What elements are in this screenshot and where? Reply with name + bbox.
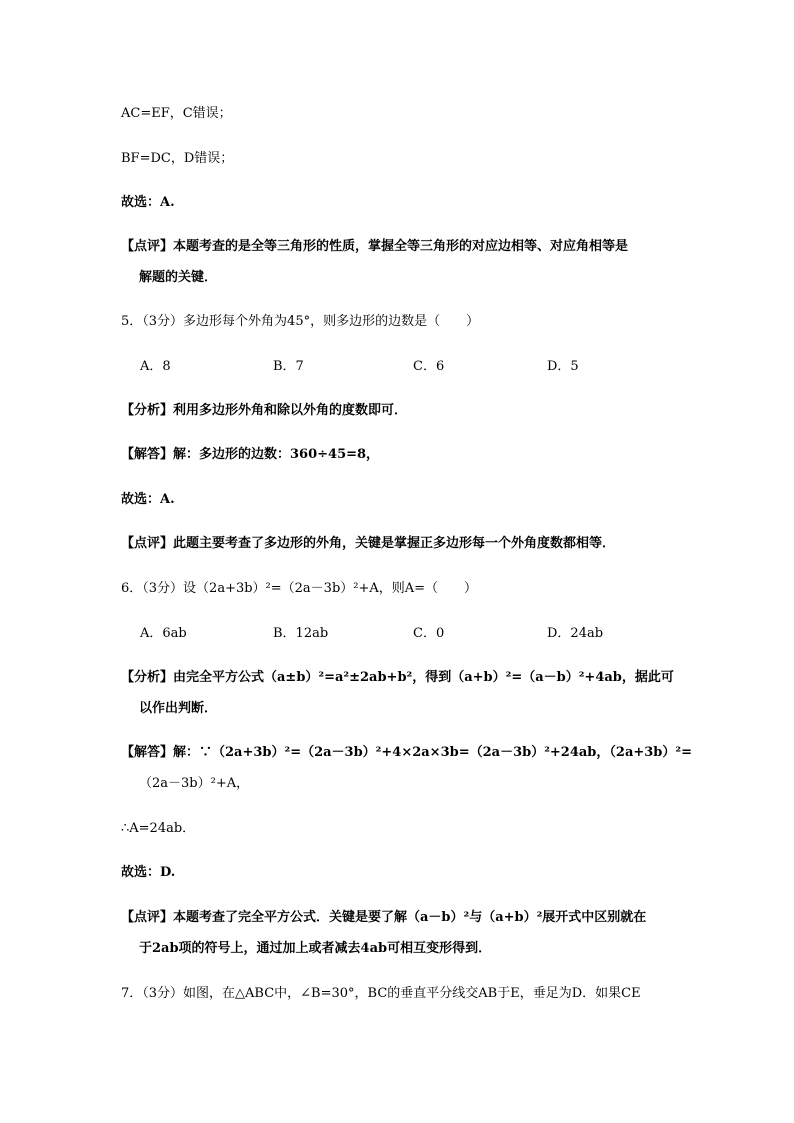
answer-line: 【解答】解：∵（2a+3b）²=（2a－3b）²+4×2a×3b=（2a－3b）²+24ab，（2a+3b）²= [121, 745, 692, 760]
analysis-line: 【分析】利用多边形外角和除以外角的度数即可． [121, 403, 408, 418]
comment-line: 【点评】本题考查了完全平方公式．关键是要了解（a－b）²与（a+b）²展开式中区别就在 [121, 910, 647, 925]
text-line: AC=EF，C错误； [121, 106, 232, 121]
q5-option-b: B．7 [273, 359, 304, 374]
text-line: BF=DC，D错误； [121, 151, 234, 166]
comment-line: 【点评】本题考查的是全等三角形的性质，掌握全等三角形的对应边相等、对应角相等是 [121, 239, 629, 254]
q6-option-a: A．6ab [140, 626, 187, 641]
comment-line-cont: 于2ab项的符号上，通过加上或者减去4ab可相互变形得到． [139, 941, 492, 956]
comment-line: 【点评】此题主要考查了多边形的外角，关键是掌握正多边形每一个外角度数都相等． [121, 536, 616, 551]
comment-line-cont: 解题的关键． [139, 270, 218, 285]
text-line: 故选：A. [121, 195, 175, 210]
q6-option-d: D．24ab [547, 626, 604, 641]
question-6: 6．（3分）设（2a+3b）²=（2a－3b）²+A，则A=（ ） [121, 581, 478, 596]
analysis-line: 【分析】由完全平方公式（a±b）²=a²±2ab+b²，得到（a+b）²=（a－b）²+4ab，据此可 [121, 670, 674, 685]
q5-option-d: D．5 [547, 359, 579, 374]
q5-option-a: A．8 [140, 359, 171, 374]
answer-line-cont: （2a－3b）²+A， [139, 776, 250, 791]
text-line: 故选：D. [121, 865, 176, 880]
analysis-line-cont: 以作出判断． [139, 701, 218, 716]
text-line: ∴A=24ab． [121, 821, 196, 836]
question-5: 5．（3分）多边形每个外角为45°，则多边形的边数是（ ） [121, 314, 480, 329]
answer-line: 【解答】解：多边形的边数：360÷45=8， [121, 447, 380, 462]
q6-option-b: B．12ab [273, 626, 329, 641]
question-7: 7．（3分）如图，在△ABC中，∠B=30°，BC的垂直平分线交AB于E，垂足为D．如果CE [121, 986, 641, 1001]
text-line: 故选：A. [121, 492, 175, 507]
q5-option-c: C．6 [413, 359, 445, 374]
q6-option-c: C．0 [413, 626, 445, 641]
